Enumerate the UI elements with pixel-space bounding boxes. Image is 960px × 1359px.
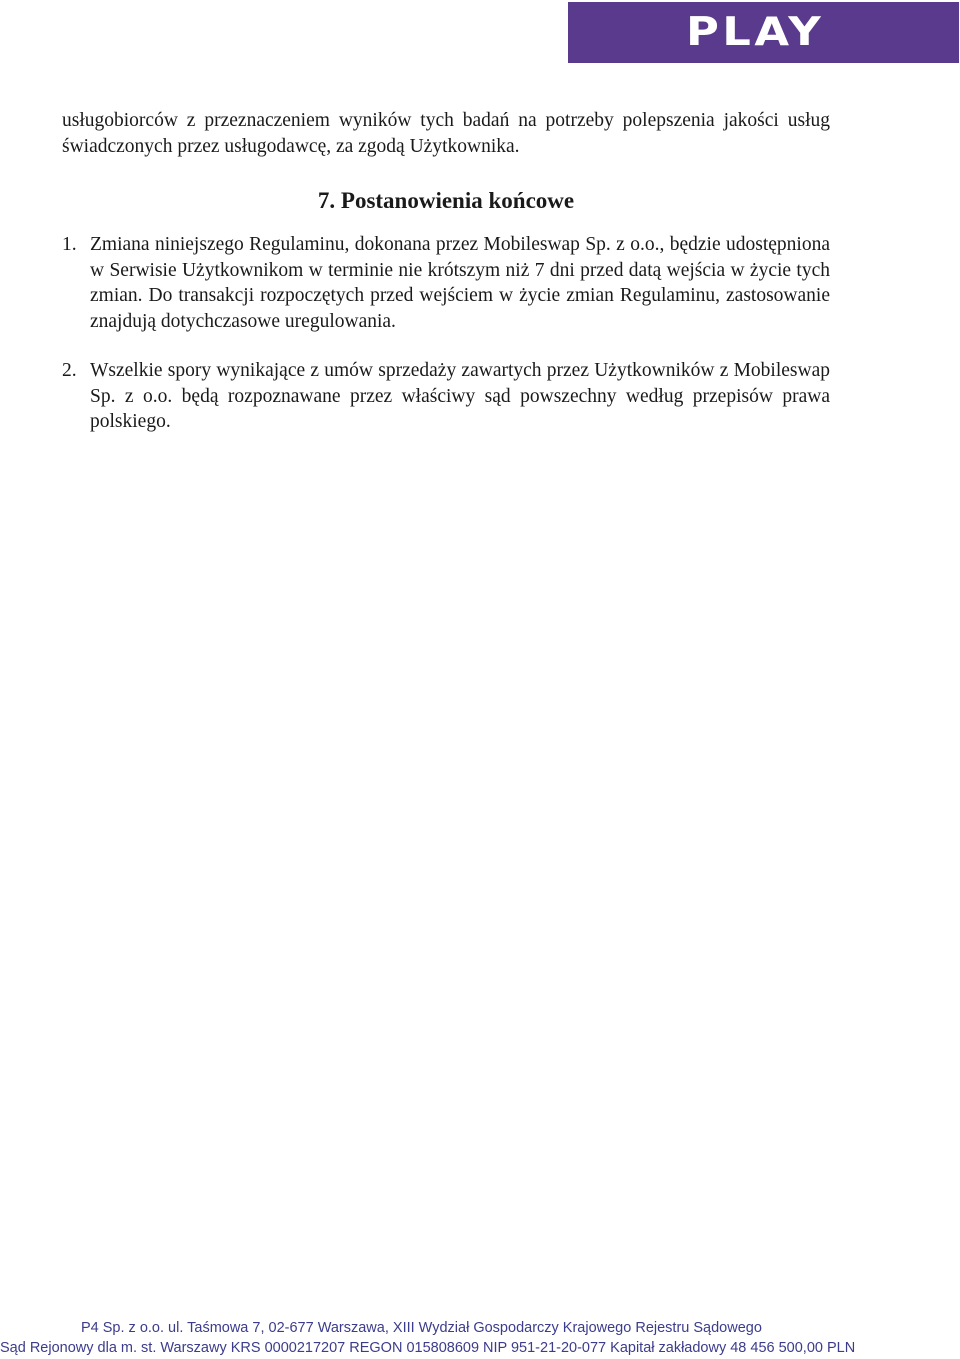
list-item [62,358,830,435]
list-item-number: 2. [62,360,77,381]
list-item-text: Zmiana niniejszego Regulaminu, dokonana przez Mobileswap Sp. z o.o., będzie udostępniona w Serwisie Użytkownikom w terminie nie krótszym niż 7 dni przed datą wejścia w życie tych zmian. Do transakcji rozpoczętych przed wejściem w życie zmian Regulaminu, zastosowanie znajdują dotychczasowe uregulowania. [90,234,830,332]
section-title: 7. Postanowienia końcowe [317,188,575,213]
footer-registry-line: Sąd Rejonowy dla m. st. Warszawy KRS 0000217207 REGON 015808609 NIP 951-21-20-077 Kapitał zakładowy 48 456 500,00 PLN [0,1340,856,1356]
list-item [62,232,830,334]
list-item-number: 1. [62,234,77,255]
document-body [62,108,830,435]
play-logo [568,2,959,63]
footer-company-line: P4 Sp. z o.o. ul. Taśmowa 7, 02-677 Warszawa, XIII Wydział Gospodarczy Krajowego Rejestru Sądowego [81,1320,762,1336]
list-item-text: Wszelkie spory wynikające z umów sprzedaży zawartych przez Użytkowników z Mobileswap Sp. z o.o. będą rozpoznawane przez właściwy sąd powszechny według przepisów prawa polskiego. [90,360,830,432]
logo-text: PLAY [686,10,825,55]
intro-paragraph: usługobiorców z przeznaczeniem wyników tych badań na potrzeby polepszenia jakości usług świadczonych przez usługodawcę, za zgodą Użytkownika. [62,110,830,157]
page-footer [0,1318,960,1358]
